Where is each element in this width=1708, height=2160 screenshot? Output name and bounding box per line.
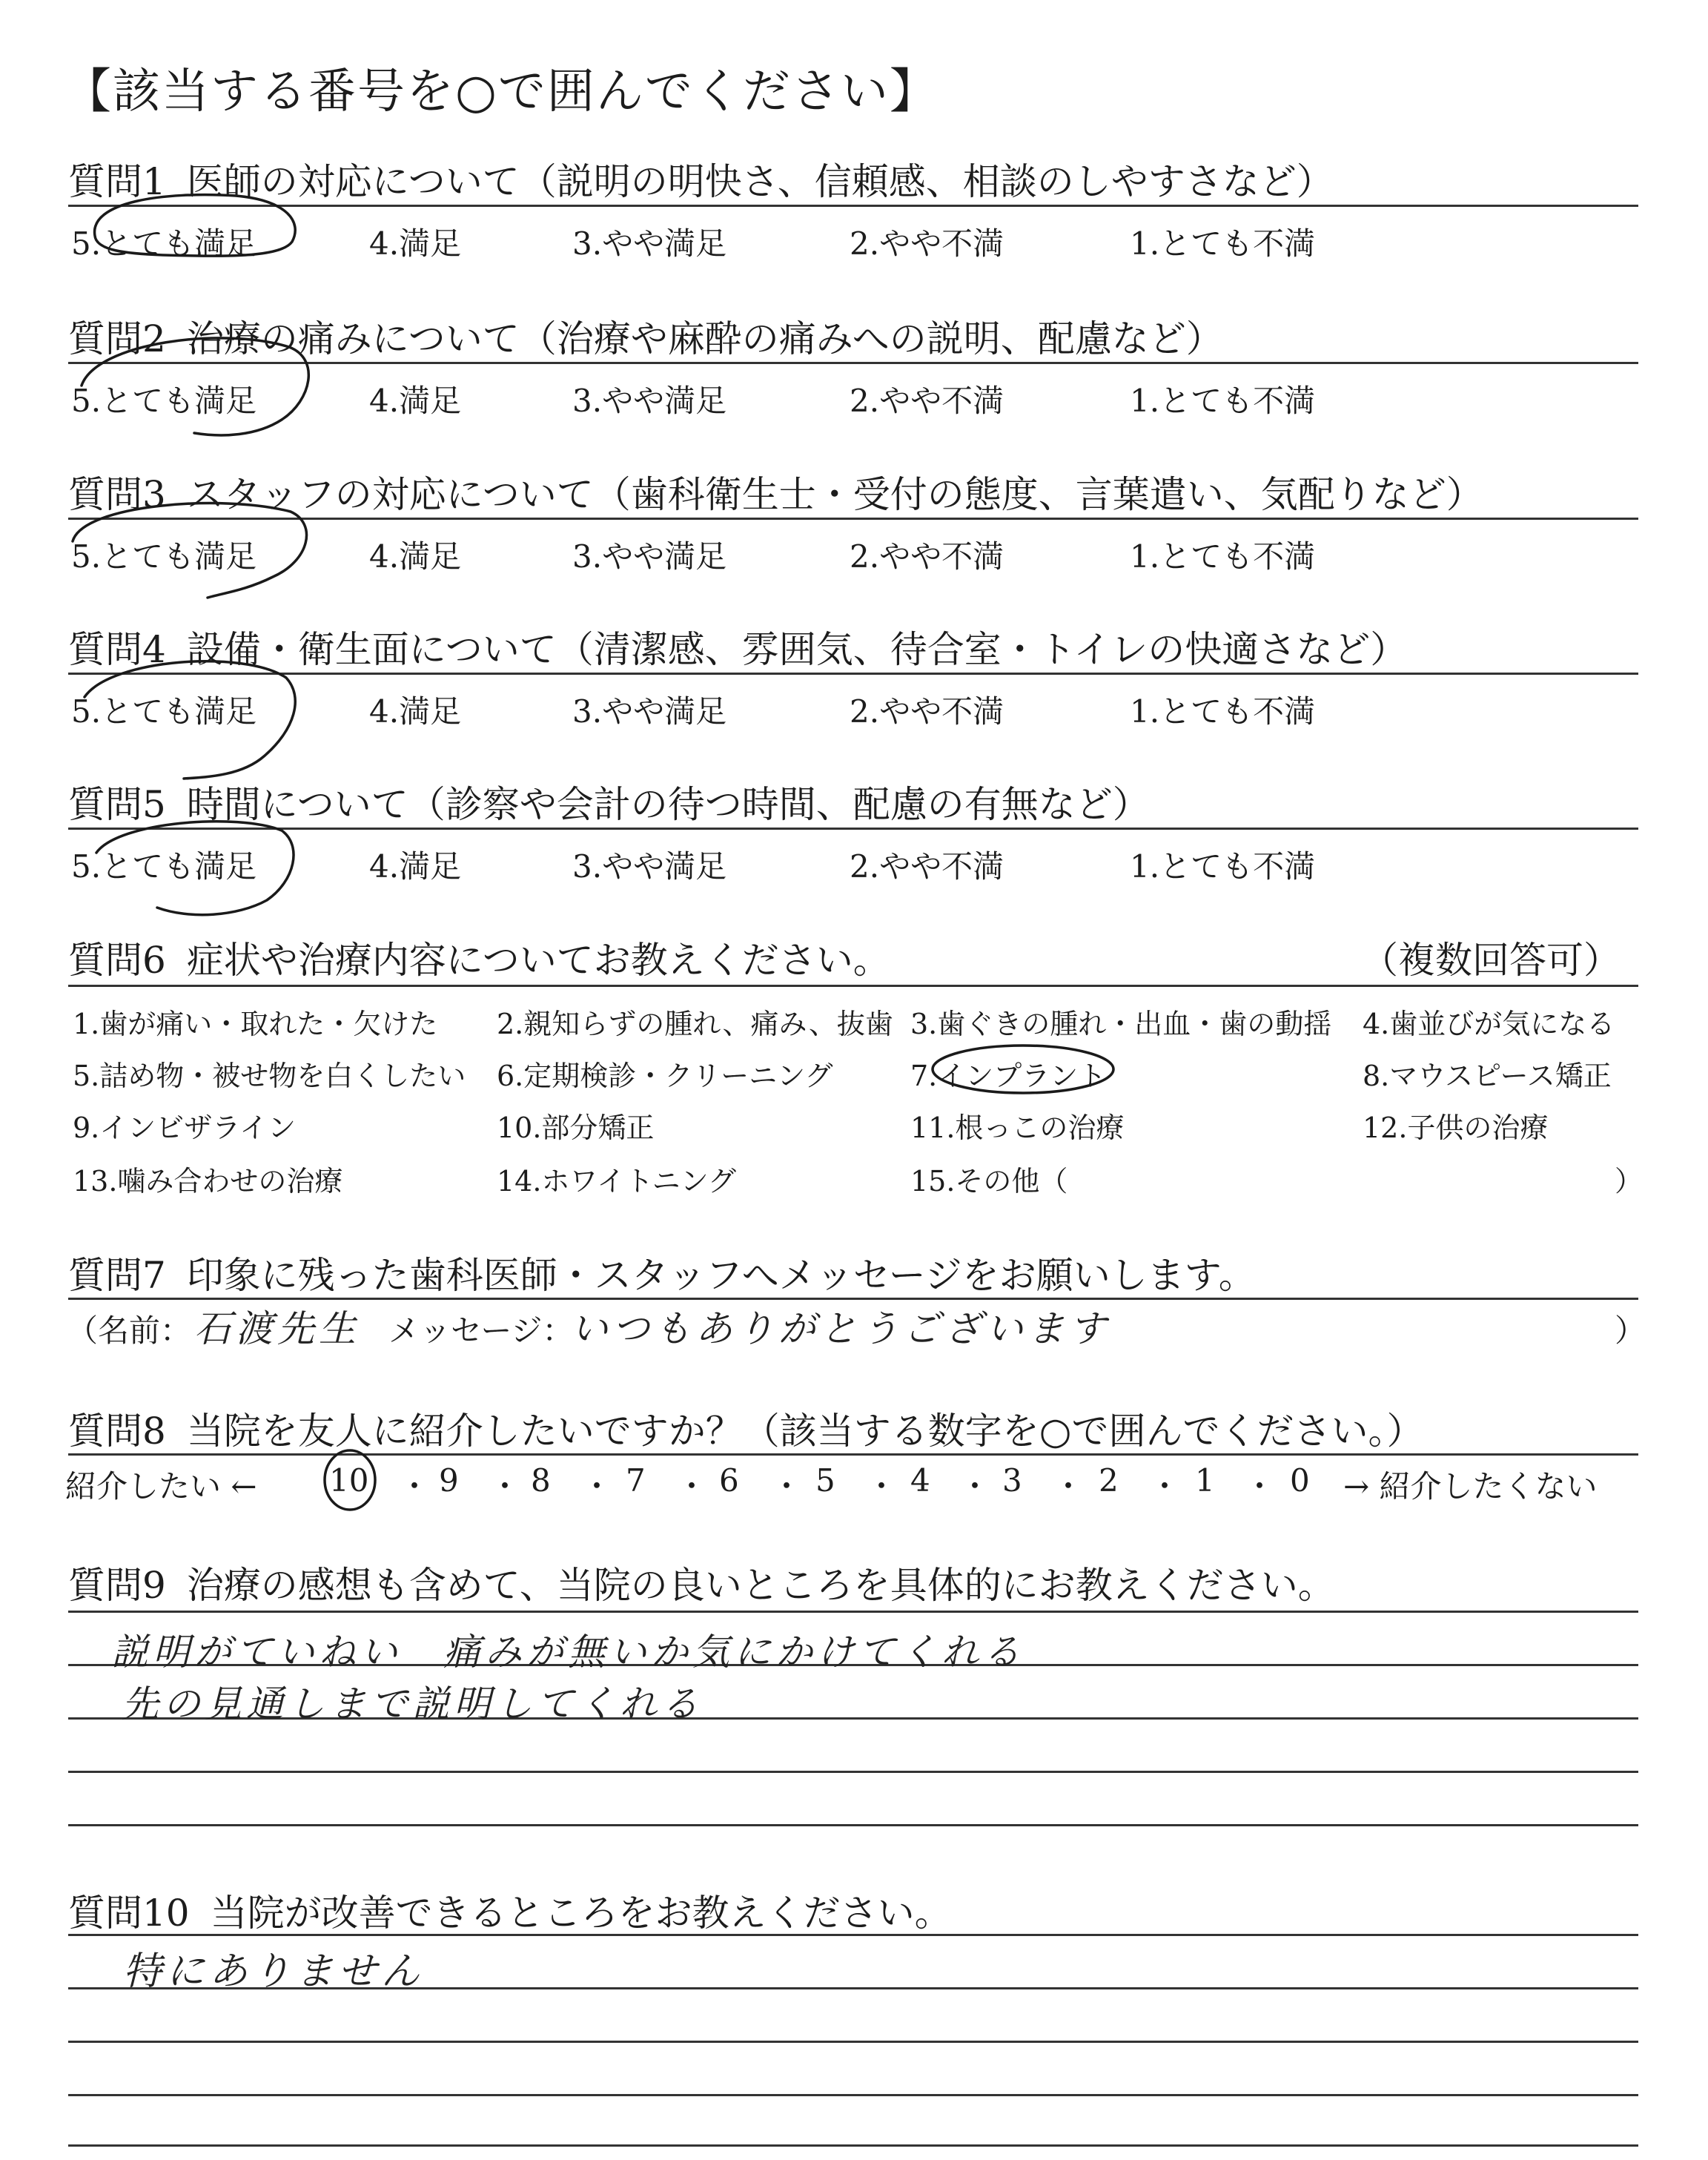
q2-option-2[interactable]: 2.やや不満 (850, 383, 1004, 419)
q8-scale-7[interactable]: 7 (626, 1462, 646, 1499)
q6-option-9[interactable]: 9.インビザライン (73, 1112, 297, 1144)
q7-name-value[interactable]: 石渡先生 (194, 1307, 360, 1350)
q8-dot: ・ (771, 1468, 803, 1505)
q8-right-label: → 紹介したくない (1343, 1468, 1598, 1505)
question-2-rule (68, 362, 1638, 364)
q6-option-5[interactable]: 5.詰め物・被せ物を白くしたい (73, 1060, 466, 1092)
q2-option-5[interactable]: 5.とても満足 (71, 383, 257, 419)
q3-option-5[interactable]: 5.とても満足 (71, 538, 257, 575)
q7-message-label: メッセージ： (388, 1312, 574, 1349)
q8-dot: ・ (1053, 1468, 1085, 1505)
q9-answer-text-2[interactable]: 先の見通しまで説明してくれる (122, 1682, 703, 1725)
q7-name-label: （名前： (67, 1312, 192, 1349)
q6-option-10[interactable]: 10.部分矯正 (497, 1112, 655, 1144)
q6-option-3[interactable]: 3.歯ぐきの腫れ・出血・歯の動揺 (910, 1008, 1332, 1040)
question-3-title: 質問3 スタッフの対応について（歯科衛生士・受付の態度、言葉遣い、気配りなど） (68, 473, 1483, 516)
question-10-title: 質問10 当院が改善できるところをお教えください。 (68, 1892, 952, 1935)
question-3-rule (68, 518, 1638, 520)
q8-scale-1[interactable]: 1 (1195, 1462, 1215, 1499)
q9-answer-line (68, 1824, 1638, 1826)
question-5-rule (68, 828, 1638, 830)
q6-option-15[interactable]: 15.その他（ (910, 1165, 1068, 1198)
q8-dot: ・ (1244, 1468, 1276, 1505)
q8-scale-10[interactable]: 10 (329, 1462, 369, 1499)
q5-option-1[interactable]: 1.とても不満 (1130, 848, 1316, 885)
q3-option-3[interactable]: 3.やや満足 (572, 538, 727, 575)
q8-scale-6[interactable]: 6 (719, 1462, 739, 1499)
q3-option-4[interactable]: 4.満足 (369, 538, 462, 575)
q2-option-3[interactable]: 3.やや満足 (572, 383, 727, 419)
page-header: 【該当する番号を○で囲んでください】 (64, 65, 939, 119)
q8-scale-3[interactable]: 3 (1002, 1462, 1022, 1499)
q8-scale-8[interactable]: 8 (531, 1462, 551, 1499)
q1-option-2[interactable]: 2.やや不満 (850, 225, 1004, 262)
q8-dot: ・ (399, 1468, 431, 1505)
q8-scale-2[interactable]: 2 (1099, 1462, 1119, 1499)
q8-scale-5[interactable]: 5 (815, 1462, 835, 1499)
q9-answer-text-1[interactable]: 説明がていねい 痛みが無いか気にかけてくれる (111, 1631, 1025, 1674)
q3-option-2[interactable]: 2.やや不満 (850, 538, 1004, 575)
q5-option-3[interactable]: 3.やや満足 (572, 848, 727, 885)
question-6-note: （複数回答可） (1361, 939, 1621, 982)
q8-dot: ・ (1149, 1468, 1181, 1505)
q10-answer-line (68, 1934, 1638, 1936)
question-1-rule (68, 205, 1638, 207)
q7-message-value[interactable]: いつもありがとうございます (571, 1307, 1110, 1350)
q1-option-4[interactable]: 4.満足 (369, 225, 462, 262)
q6-option-4[interactable]: 4.歯並びが気になる (1363, 1008, 1615, 1040)
q6-option-12[interactable]: 12.子供の治療 (1363, 1112, 1549, 1144)
q6-option-6[interactable]: 6.定期検診・クリーニング (497, 1060, 833, 1092)
question-4-rule (68, 673, 1638, 675)
q4-option-4[interactable]: 4.満足 (369, 693, 462, 730)
q7-close: ） (1615, 1312, 1646, 1349)
q8-dot: ・ (676, 1468, 708, 1505)
q2-option-1[interactable]: 1.とても不満 (1130, 383, 1316, 419)
q8-scale-9[interactable]: 9 (439, 1462, 459, 1499)
q6-option-7[interactable]: 7.インプラント (910, 1060, 1107, 1092)
q4-option-3[interactable]: 3.やや満足 (572, 693, 727, 730)
question-2-title: 質問2 治療の痛みについて（治療や麻酔の痛みへの説明、配慮など） (68, 317, 1223, 360)
q9-answer-line (68, 1611, 1638, 1613)
q1-option-3[interactable]: 3.やや満足 (572, 225, 727, 262)
question-9-title: 質問9 治療の感想も含めて、当院の良いところを具体的にお教えください。 (68, 1564, 1335, 1607)
q6-option-15-close: ） (1615, 1165, 1644, 1198)
question-8-rule (68, 1453, 1638, 1456)
q8-scale-0[interactable]: 0 (1290, 1462, 1310, 1499)
q6-option-14[interactable]: 14.ホワイトニング (497, 1165, 737, 1198)
question-6-title: 質問6 症状や治療内容についてお教えください。 (68, 939, 890, 982)
q8-scale-4[interactable]: 4 (910, 1462, 930, 1499)
q4-option-5[interactable]: 5.とても満足 (71, 693, 257, 730)
question-5-title: 質問5 時間について（診察や会計の待つ時間、配慮の有無など） (68, 783, 1150, 826)
question-1-title: 質問1 医師の対応について（説明の明快さ、信頼感、相談のしやすさなど） (68, 160, 1334, 203)
q6-option-2[interactable]: 2.親知らずの腫れ、痛み、抜歯 (497, 1008, 893, 1040)
q10-answer-line (68, 2144, 1638, 2147)
q6-option-1[interactable]: 1.歯が痛い・取れた・欠けた (73, 1008, 438, 1040)
q5-option-4[interactable]: 4.満足 (369, 848, 462, 885)
q5-option-2[interactable]: 2.やや不満 (850, 848, 1004, 885)
q8-dot: ・ (959, 1468, 991, 1505)
q8-dot: ・ (581, 1468, 613, 1505)
question-8-title: 質問8 当院を友人に紹介したいですか？（該当する数字を○で囲んでください。） (68, 1410, 1424, 1453)
q10-answer-line (68, 2094, 1638, 2096)
q4-option-2[interactable]: 2.やや不満 (850, 693, 1004, 730)
question-4-title: 質問4 設備・衛生面について（清潔感、雰囲気、待合室・トイレの快適さなど） (68, 628, 1408, 671)
q3-option-1[interactable]: 1.とても不満 (1130, 538, 1316, 575)
q2-option-4[interactable]: 4.満足 (369, 383, 462, 419)
q6-option-8[interactable]: 8.マウスピース矯正 (1363, 1060, 1612, 1092)
question-6-rule (68, 985, 1638, 987)
q9-answer-line (68, 1771, 1638, 1773)
q8-left-label: 紹介したい ← (65, 1468, 257, 1505)
q6-option-13[interactable]: 13.噛み合わせの治療 (73, 1165, 343, 1198)
q8-dot: ・ (866, 1468, 898, 1505)
question-7-title: 質問7 印象に残った歯科医師・スタッフへメッセージをお願いします。 (68, 1254, 1256, 1297)
q6-option-11[interactable]: 11.根っこの治療 (910, 1112, 1125, 1144)
q1-option-1[interactable]: 1.とても不満 (1130, 225, 1316, 262)
q1-option-5[interactable]: 5.とても満足 (71, 225, 257, 262)
q10-answer-text[interactable]: 特にありません (123, 1949, 425, 1994)
q10-answer-line (68, 2041, 1638, 2043)
q4-option-1[interactable]: 1.とても不満 (1130, 693, 1316, 730)
q5-option-5[interactable]: 5.とても満足 (71, 848, 257, 885)
q8-dot: ・ (489, 1468, 521, 1505)
